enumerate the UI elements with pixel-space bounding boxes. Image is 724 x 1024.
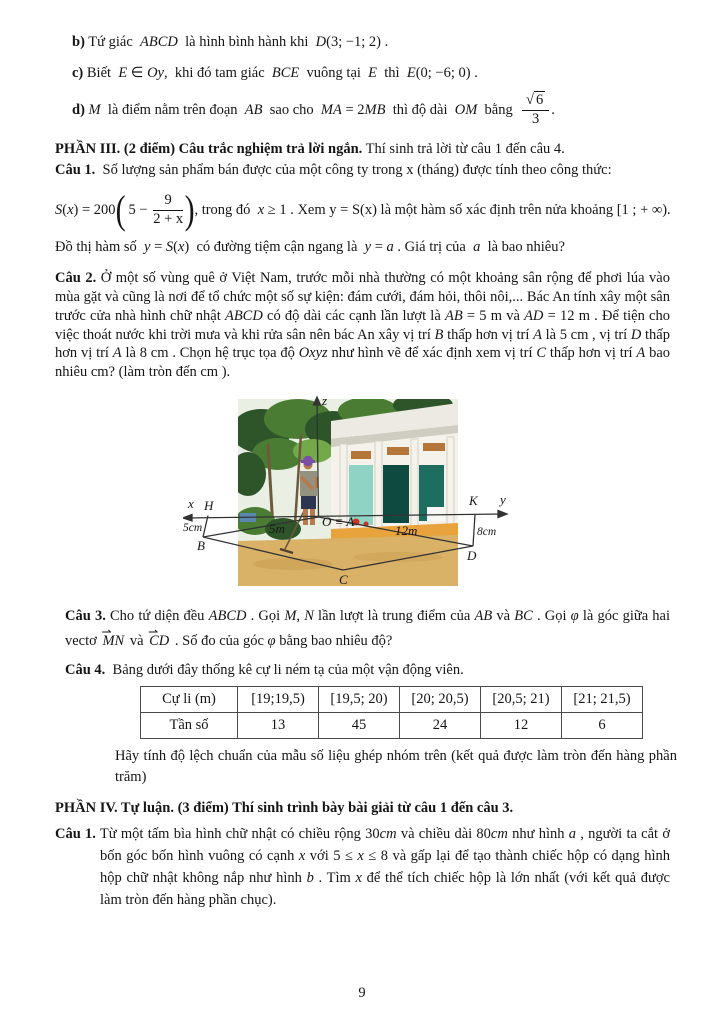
text-segment: là hình bình hành khi [177, 34, 316, 50]
part3-cau4 [65, 662, 670, 679]
text-segment: b [306, 869, 314, 886]
text-segment: S [165, 239, 174, 255]
text-segment: ( [173, 239, 178, 255]
text-segment: sao cho [262, 101, 321, 118]
label-5cm: 5cm [183, 522, 203, 535]
text-segment: , trong đó [194, 201, 258, 218]
label-y: y [500, 492, 506, 508]
text-segment: B [434, 326, 444, 343]
text-segment: Câu 1. [55, 826, 96, 843]
text-segment: Oy [147, 65, 164, 81]
text-segment: là góc giữa hai vectơ [65, 608, 671, 649]
text-segment: bằng bao nhiêu độ? [275, 632, 393, 649]
text-segment: để thể tích chiếc hộp là lớn nhất (với kết quả được làm tròn đến hàng phần chục). [100, 869, 670, 908]
part3-heading [55, 141, 670, 158]
figure-yard-svg [183, 389, 545, 595]
table-cell: 13 [238, 713, 319, 739]
text-segment: và [126, 632, 148, 649]
text-segment: MB [364, 101, 386, 118]
text-segment: x [67, 201, 74, 218]
label-C: C [339, 572, 348, 588]
text-segment: = [371, 239, 387, 255]
text-segment: = [150, 239, 166, 255]
table-cell: 45 [319, 713, 400, 739]
text-segment: S [55, 201, 63, 218]
part3-cau1-question [55, 239, 670, 256]
text-segment: = 5 m và [462, 307, 525, 324]
text-segment: a [568, 826, 576, 843]
text-segment: Đồ thị hàm số [55, 239, 145, 255]
text-segment: Biết [83, 65, 119, 81]
text-segment: Oxyz [298, 345, 328, 362]
text-segment: . Gọi [532, 608, 571, 625]
item-c [72, 65, 670, 82]
text-segment: lần lượt là trung điểm của [313, 608, 475, 625]
text-segment: như hình [507, 826, 569, 843]
text-segment: b) [72, 34, 85, 50]
text-segment: và [492, 608, 515, 625]
text-segment: thấp hơn vị trí [443, 326, 534, 343]
text-segment: y [364, 239, 372, 255]
text-segment: (3; −1; 2) . [326, 34, 389, 50]
text-segment: ( [62, 201, 68, 218]
part3-cau1-intro [55, 162, 670, 179]
text-segment: x [177, 239, 185, 255]
radical-sign: √ [525, 91, 534, 108]
text-segment: φ [570, 608, 579, 625]
text-segment: Tứ giác [84, 34, 141, 50]
text-segment: c) [72, 65, 84, 81]
table-cell: 6 [562, 713, 643, 739]
text-segment: 5 − [124, 201, 152, 218]
text-segment: cm [490, 826, 508, 843]
text-segment: Hãy tính độ lệch chuẩn của mẫu số liệu ghép nhóm trên (kết quả được làm tròn đến hàng phần trăm) [115, 748, 677, 786]
text-segment: Thí sinh trả lời từ câu 1 đến câu 4. [362, 141, 565, 157]
text-segment: Ở một số vùng quê ở Việt Nam, trước mỗi nhà thường có một khoảng sân rộng để phơi lúa vào mùa gặt và cũng là nơi để tổ chức một số sự kiện: đám cưới, đám hỏi, thôi nôi,... Bác An tính xây một sân trước cửa nhà hình chữ nhật [55, 270, 670, 324]
text-segment: A [533, 326, 542, 343]
text-segment: PHẦN III. (2 điểm) Câu trắc nghiệm trả lời ngắn. [55, 141, 363, 157]
text-segment: là 8 cm . Chọn hệ trục tọa độ [121, 345, 299, 362]
text-segment: AB [474, 608, 493, 625]
text-segment: có độ dài các cạnh lần lượt là [262, 307, 445, 324]
text-segment: thì [377, 65, 407, 81]
label-H: H [204, 498, 214, 514]
text-segment: như hình vẽ để xác định xem vị trí [327, 345, 537, 362]
text-segment: ABCD [208, 608, 247, 625]
label-z: z [322, 393, 328, 409]
text-segment: y [144, 239, 151, 255]
text-segment: thấp hơn vị trí [546, 345, 637, 362]
text-segment: Bảng dưới đây thống kê cự li ném tạ của một vận động viên. [105, 662, 464, 679]
label-D: D [467, 548, 477, 564]
label-8cm: 8cm [477, 526, 497, 539]
text-segment: . Tìm [313, 869, 356, 886]
text-segment: thì độ dài [385, 101, 455, 118]
text-segment: x [355, 869, 362, 886]
table-cell: 24 [400, 713, 481, 739]
text-segment: Cho tứ diện đều [105, 608, 209, 625]
text-segment: thấp hơn vị trí [55, 326, 670, 362]
fraction: $\frac{9}{2 + x}$ [153, 191, 184, 227]
text-segment: Câu 2. [55, 270, 97, 286]
text-segment: a [473, 239, 481, 255]
text-segment: a [386, 239, 394, 255]
text-segment: . Giá trị của [393, 239, 474, 255]
label-origin: O ≡ A [322, 514, 355, 530]
vector-symbol: MN ⇀ [100, 633, 126, 649]
label-K: K [469, 493, 478, 509]
frequency-table [140, 686, 643, 739]
text-segment: và chiều dài 80 [396, 826, 491, 843]
text-segment: bao nhiêu cm? (làm tròn đến cm ). [55, 345, 670, 381]
table-row [141, 687, 643, 713]
text-segment: = 12 m . Để tiện cho việc thoát nước khi trời mưa và khi rửa sân nên bác An xây vị trí [55, 307, 670, 343]
text-segment: ≤ 8 và gấp lại để tạo thành chiếc hộp có dạng hình hộp chữ nhật không nắp như hình [100, 848, 670, 886]
figure-yard [183, 389, 545, 595]
label-B: B [197, 538, 205, 554]
table-header-cell: [20,5; 21) [481, 687, 562, 713]
text-segment: ∈ [127, 65, 148, 81]
text-segment: ) = 200 [73, 201, 116, 218]
text-segment: . Số đo của góc [171, 632, 268, 649]
text-segment: M [88, 101, 101, 118]
text-segment: D [315, 34, 327, 50]
text-segment: A [112, 345, 122, 362]
text-segment: C [536, 345, 547, 362]
text-segment: Số lượng sản phẩm bán được của một công ty trong x (tháng) được tính theo công thức: [95, 162, 612, 178]
text-segment: ≥ 1 . Xem y = S(x) là một hàm số xác định trên nửa khoảng [1 ; + ∞). [264, 201, 671, 218]
table-header-cell: [19;19,5) [238, 687, 319, 713]
text-segment: AD [524, 307, 544, 324]
page-number: 9 [358, 985, 366, 1001]
text-segment: d) [72, 101, 85, 118]
label-5m: 5m [269, 521, 285, 537]
text-segment: φ [267, 632, 276, 649]
text-segment: cm [379, 826, 397, 843]
text-segment: AB [444, 307, 463, 324]
text-segment: ABCD [140, 34, 178, 50]
text-segment: E [368, 65, 378, 81]
text-segment: là 5 cm , vị trí [541, 326, 631, 343]
part3-cau3 [65, 604, 670, 653]
label-12m: 12m [395, 523, 418, 539]
text-segment: là điểm nằm trên đoạn [100, 101, 245, 118]
part4-heading [55, 800, 670, 817]
text-segment: Câu 4. [65, 662, 106, 679]
text-segment: OM [454, 101, 478, 118]
text-segment: , người ta cắt ở bốn góc bốn hình vuông có cạnh [100, 826, 670, 865]
text-segment: Câu 1. [55, 162, 96, 178]
text-segment: AB [244, 101, 263, 118]
text-segment: ABCD [224, 307, 263, 324]
text-segment: Từ một tấm bìa hình chữ nhật có chiều rộng 30 [95, 826, 380, 843]
text-segment: BC [514, 608, 533, 625]
text-segment: x [257, 201, 265, 218]
text-segment: A [636, 345, 646, 362]
table-header-cell: [19,5; 20) [319, 687, 400, 713]
text-segment: E [118, 65, 128, 81]
text-segment: . [551, 101, 555, 118]
text-segment: D [630, 326, 642, 343]
item-b [72, 34, 670, 51]
table-cell: 12 [481, 713, 562, 739]
text-segment: với 5 ≤ [305, 848, 358, 865]
text-segment: M, N [284, 608, 314, 625]
photo [230, 393, 458, 586]
text-segment: . Gọi [246, 608, 285, 625]
text-segment: PHẦN IV. Tự luận. (3 điểm) Thí sinh trình bày bài giải từ câu 1 đến câu 3. [55, 800, 514, 817]
table-header-cell: [20; 20,5) [400, 687, 481, 713]
label-x: x [188, 496, 194, 512]
vector-symbol: CD ⇀ [147, 633, 171, 649]
text-segment: là bao nhiêu? [480, 239, 565, 255]
text-segment: bằng [477, 101, 520, 118]
text-segment: vuông tại [299, 65, 369, 81]
text-segment: 6 [535, 91, 544, 108]
text-segment: E [406, 65, 416, 81]
part3-cau4-question [115, 746, 677, 788]
part3-cau2 [55, 269, 670, 382]
text-segment: Câu 3. [65, 608, 106, 625]
item-d [72, 90, 670, 130]
text-segment: MA [320, 101, 342, 118]
text-segment: BCE [271, 65, 300, 81]
text-segment: , khi đó tam giác [163, 65, 272, 81]
part4-cau1 [55, 824, 670, 911]
table-header-cell: [21; 21,5) [562, 687, 643, 713]
table-cell: Tần số [141, 713, 238, 739]
table-header-cell: Cự li (m) [141, 687, 238, 713]
text-segment: x [357, 848, 364, 865]
text-segment: ) có đường tiệm cận ngang là [184, 239, 365, 255]
table-row [141, 713, 643, 739]
formula-sx: S ( x ) = 200 ( 5 − $\frac{9}{2 + x}$ ) , trong đó x ≥ 1 . Xem y = S(x) là một hàm số xác định trên nửa khoảng [1 ; + ∞). [55, 187, 671, 232]
fraction: $\frac{√ 6}{3}$ [522, 93, 549, 127]
text-segment: (0; −6; 0) . [415, 65, 478, 81]
text-segment: x [298, 848, 306, 865]
text-segment: = 2 [341, 101, 365, 118]
